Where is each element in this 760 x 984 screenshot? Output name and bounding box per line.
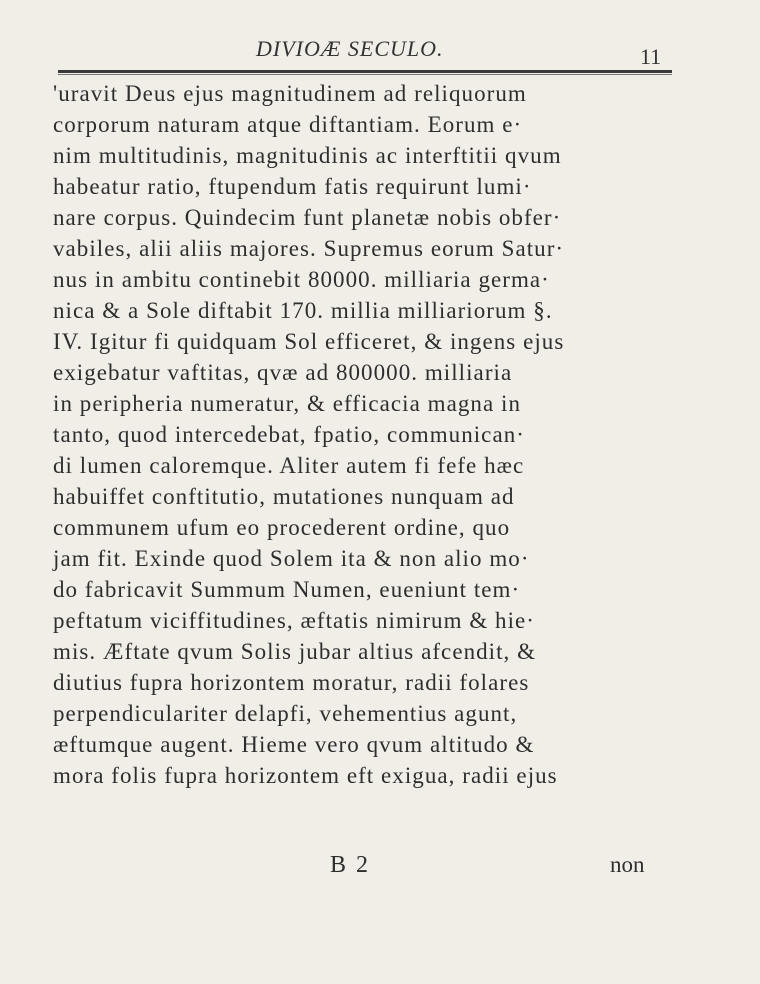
header-rule (58, 70, 672, 73)
text-line: perpendiculariter delapfi, vehementius agunt, (53, 701, 518, 726)
text-line: in peripheria numeratur, & efficacia magna in (53, 391, 522, 416)
running-head: DIVIOÆ SECULO. (256, 36, 444, 61)
text-line: vabiles, alii aliis majores. Supremus eorum Satur· (53, 236, 565, 261)
text-line: IV. Igitur fi quidquam Sol efficeret, & ingens ejus (53, 329, 565, 354)
text-line: nus in ambitu continebit 80000. milliaria germa· (53, 267, 550, 292)
page-footer (0, 850, 760, 890)
text-line: nare corpus. Quindecim funt planetæ nobis obfer· (53, 205, 562, 230)
text-line: tanto, quod intercedebat, fpatio, communican· (53, 422, 525, 447)
text-line: exigebatur vaftitas, qvæ ad 800000. milliaria (53, 360, 513, 385)
page-number: 11 (640, 44, 662, 69)
text-line: do fabricavit Summum Numen, eueniunt tem· (53, 577, 521, 602)
text-line: mora folis fupra horizontem eft exigua, radii ejus (53, 763, 558, 788)
text-line: nim multitudinis, magnitudinis ac interftitii qvum (53, 143, 562, 168)
text-line: peftatum viciffitudines, æftatis nimirum & hie· (53, 608, 536, 633)
text-line: mis. Æftate qvum Solis jubar altius afcendit, & (53, 639, 537, 664)
catchword: non (610, 852, 645, 877)
text-line: corporum naturam atque diftantiam. Eorum e· (53, 112, 523, 137)
signature-mark: B 2 (330, 852, 371, 878)
page-header (0, 30, 760, 69)
text-line: 'uravit Deus ejus magnitudinem ad reliquorum (53, 81, 527, 106)
text-line: di lumen caloremque. Aliter autem fi fefe hæc (53, 453, 525, 478)
body-text (53, 78, 673, 791)
text-line: habuiffet conftitutio, mutationes nunquam ad (53, 484, 515, 509)
text-line: habeatur ratio, ftupendum fatis requirunt lumi· (53, 174, 532, 199)
text-line: communem ufum eo procederent ordine, quo (53, 515, 511, 540)
text-line: jam fit. Exinde quod Solem ita & non alio mo· (53, 546, 530, 571)
text-line: æftumque augent. Hieme vero qvum altitudo & (53, 732, 535, 757)
text-line: diutius fupra horizontem moratur, radii folares (53, 670, 530, 695)
text-line: nica & a Sole diftabit 170. millia milliariorum §. (53, 298, 553, 323)
header-rule-thin (58, 74, 672, 75)
